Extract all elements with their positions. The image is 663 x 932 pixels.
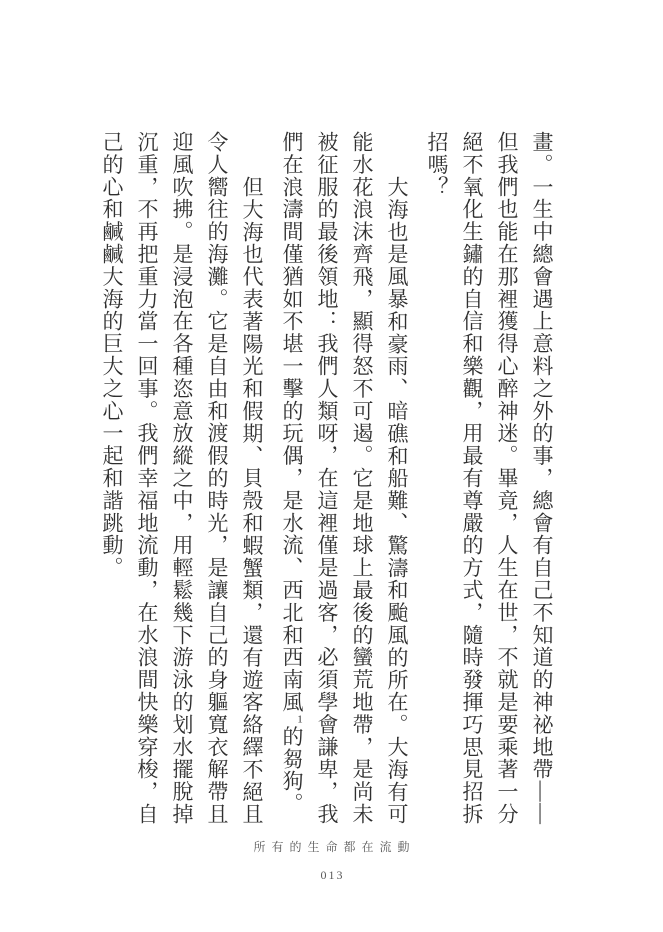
paragraph-sea-leisure: 但大海也代表著陽光和假期、貝殼和蝦蟹類，還有遊客絡繹不絕且令人嚮往的海灘。它是自由和渡假的時光，是讓自己的身軀寬衣解帶且迎風吹拂。是浸泡在各種恣意放縱之中，用輕鬆幾下游泳的划水擺脫掉沉重，不再把重力當一回事。我們幸福地流動，在水浪間快樂穿梭，自己的心和鹹鹹大海的巨大之心一起和諧跳動。 bbox=[100, 131, 264, 826]
paragraph-sea-storm-text-after: 的芻狗。 bbox=[280, 725, 304, 816]
paragraph-sea-storm-text: 大海也是風暴和豪雨、暗礁和船難、驚濤和颱風的所在。大海有可能水花浪沫齊飛，顯得怒不可遏。它是地球上最後的蠻荒地帶，是尚未被征服的最後領地：我們人類呀，在這裡僅是過客，必須學會謙卑，我們在浪濤間僅猶如不堪一擊的玩偶，是水流、西北和西南風 bbox=[280, 131, 409, 826]
footnote-marker: 1 bbox=[294, 713, 306, 726]
body-text-block bbox=[94, 131, 559, 831]
page-number: 013 bbox=[320, 868, 345, 882]
paragraph-continuation: 畫。一生中總會遇上意料之外的事，總會有自己不知道的神祕地帶——但我們也能在那裡獲得心醉神迷。畢竟，人生在世，不就是要乘著一分絕不氧化生鏽的自信和樂觀，用最有尊嚴的方式，隨時發揮巧思見招拆招嗎？ bbox=[425, 131, 554, 826]
paragraph-sea-storm bbox=[274, 131, 414, 831]
running-title: 所有的生命都在流動 bbox=[253, 840, 416, 854]
